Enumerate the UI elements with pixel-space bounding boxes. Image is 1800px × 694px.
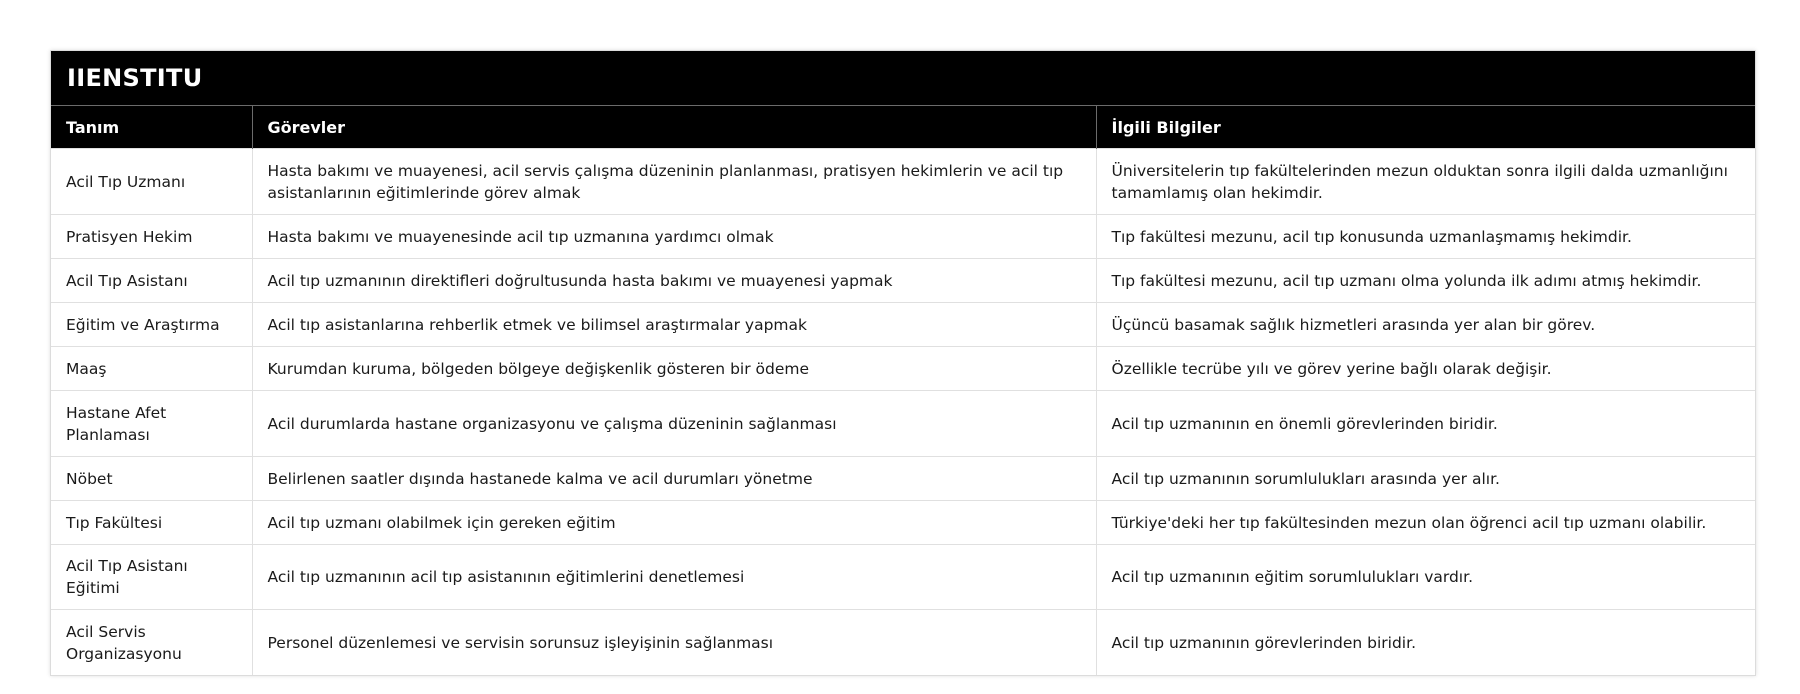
cell-tanim: Acil Tıp Asistanı: [51, 259, 252, 303]
roles-table: [51, 105, 1755, 675]
cell-tanim: Acil Tıp Asistanı Eğitimi: [51, 545, 252, 610]
cell-ilgili-bilgiler: Acil tıp uzmanının sorumlulukları arasında yer alır.: [1096, 457, 1755, 501]
cell-tanim: Maaş: [51, 347, 252, 391]
cell-ilgili-bilgiler: Özellikle tecrübe yılı ve görev yerine bağlı olarak değişir.: [1096, 347, 1755, 391]
cell-ilgili-bilgiler: Üçüncü basamak sağlık hizmetleri arasında yer alan bir görev.: [1096, 303, 1755, 347]
cell-ilgili-bilgiler: Acil tıp uzmanının eğitim sorumlulukları vardır.: [1096, 545, 1755, 610]
table-row: [51, 303, 1755, 347]
cell-gorevler: Acil tıp uzmanının acil tıp asistanının eğitimlerini denetlemesi: [252, 545, 1096, 610]
cell-tanim: Pratisyen Hekim: [51, 215, 252, 259]
cell-gorevler: Personel düzenlemesi ve servisin sorunsuz işleyişinin sağlanması: [252, 610, 1096, 676]
cell-ilgili-bilgiler: Acil tıp uzmanının görevlerinden biridir.: [1096, 610, 1755, 676]
cell-tanim: Acil Servis Organizasyonu: [51, 610, 252, 676]
table-row: [51, 610, 1755, 676]
column-header-gorevler: Görevler: [252, 106, 1096, 149]
cell-ilgili-bilgiler: Tıp fakültesi mezunu, acil tıp konusunda uzmanlaşmamış hekimdir.: [1096, 215, 1755, 259]
cell-ilgili-bilgiler: Tıp fakültesi mezunu, acil tıp uzmanı olma yolunda ilk adımı atmış hekimdir.: [1096, 259, 1755, 303]
cell-tanim: Nöbet: [51, 457, 252, 501]
column-header-tanim: Tanım: [51, 106, 252, 149]
table-row: [51, 545, 1755, 610]
cell-tanim: Acil Tıp Uzmanı: [51, 149, 252, 215]
cell-gorevler: Acil tıp uzmanı olabilmek için gereken eğitim: [252, 501, 1096, 545]
cell-tanim: Eğitim ve Araştırma: [51, 303, 252, 347]
cell-gorevler: Kurumdan kuruma, bölgeden bölgeye değişkenlik gösteren bir ödeme: [252, 347, 1096, 391]
cell-ilgili-bilgiler: Acil tıp uzmanının en önemli görevlerinden biridir.: [1096, 391, 1755, 457]
cell-gorevler: Hasta bakımı ve muayenesi, acil servis çalışma düzeninin planlanması, pratisyen hekimlerin ve acil tıp asistanlarının eğitimlerinde görev almak: [252, 149, 1096, 215]
column-header-ilgili-bilgiler: İlgili Bilgiler: [1096, 106, 1755, 149]
brand-title: IIENSTITU: [51, 51, 1755, 105]
cell-tanim: Tıp Fakültesi: [51, 501, 252, 545]
table-row: [51, 391, 1755, 457]
cell-ilgili-bilgiler: Türkiye'deki her tıp fakültesinden mezun olan öğrenci acil tıp uzmanı olabilir.: [1096, 501, 1755, 545]
header-row: [51, 106, 1755, 149]
cell-ilgili-bilgiler: Üniversitelerin tıp fakültelerinden mezun olduktan sonra ilgili dalda uzmanlığını tamamlamış olan hekimdir.: [1096, 149, 1755, 215]
table-row: [51, 347, 1755, 391]
cell-gorevler: Belirlenen saatler dışında hastanede kalma ve acil durumları yönetme: [252, 457, 1096, 501]
table-card: [50, 50, 1756, 676]
table-row: [51, 215, 1755, 259]
cell-gorevler: Hasta bakımı ve muayenesinde acil tıp uzmanına yardımcı olmak: [252, 215, 1096, 259]
cell-tanim: Hastane Afet Planlaması: [51, 391, 252, 457]
cell-gorevler: Acil tıp asistanlarına rehberlik etmek ve bilimsel araştırmalar yapmak: [252, 303, 1096, 347]
cell-gorevler: Acil tıp uzmanının direktifleri doğrultusunda hasta bakımı ve muayenesi yapmak: [252, 259, 1096, 303]
table-row: [51, 259, 1755, 303]
table-row: [51, 501, 1755, 545]
table-row: [51, 457, 1755, 501]
cell-gorevler: Acil durumlarda hastane organizasyonu ve çalışma düzeninin sağlanması: [252, 391, 1096, 457]
table-row: [51, 149, 1755, 215]
